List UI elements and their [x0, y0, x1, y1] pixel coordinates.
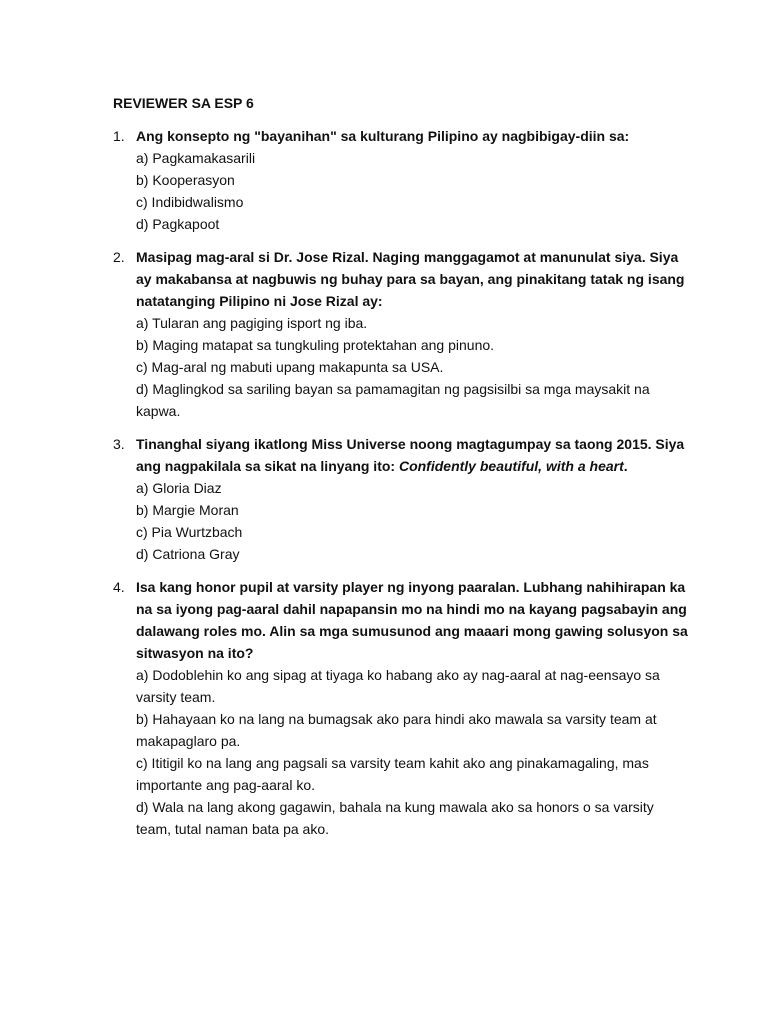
- question-text-wrapper: [136, 433, 688, 477]
- question-text: Ang konsepto ng "bayanihan" sa kulturang Pilipino ay nagbibigay-diin sa:: [136, 128, 630, 144]
- question-1: [113, 125, 688, 235]
- answer-option: b) Maging matapat sa tungkuling protektahan ang pinuno.: [136, 337, 495, 353]
- question-2: [113, 246, 688, 422]
- question-text: Tinanghal siyang ikatlong Miss Universe noong magtagumpay sa taong 2015. Siya ang nagpakilala sa sikat na linyang ito:: [136, 436, 685, 474]
- answer-option: d) Wala na lang akong gagawin, bahala na kung mawala ako sa honors o sa varsity team, tutal naman bata pa ako.: [136, 799, 654, 837]
- question-number: 2.: [113, 249, 125, 265]
- answer-option: a) Gloria Diaz: [136, 480, 222, 496]
- quoted-line: Confidently beautiful, with a heart: [398, 458, 624, 474]
- answer-option: c) Mag-aral ng mabuti upang makapunta sa USA.: [136, 359, 444, 375]
- question-text: Isa kang honor pupil at varsity player ng inyong paaralan. Lubhang nahihirapan ka na sa iyong pag-aaral dahil napapansin mo na hindi mo na kayang pagsabayin ang dalawang roles mo. Alin sa mga sumusunod ang maaari mong gawing solusyon sa sitwasyon na ito?: [136, 579, 688, 661]
- answer-option: d) Maglingkod sa sariling bayan sa pamamagitan ng pagsisilbi sa mga maysakit na kapwa.: [136, 381, 650, 419]
- answer-option: a) Pagkamakasarili: [136, 150, 256, 166]
- answer-option: d) Catriona Gray: [136, 546, 240, 562]
- answer-option: b) Margie Moran: [136, 502, 239, 518]
- answer-option: a) Dodoblehin ko ang sipag at tiyaga ko habang ako ay nag-aaral at nag-eensayo sa varsity team.: [136, 667, 660, 705]
- page-title: REVIEWER SA ESP 6: [113, 95, 254, 111]
- question-text-end: .: [623, 458, 628, 474]
- answer-option: c) Pia Wurtzbach: [136, 524, 243, 540]
- answer-option: c) Ititigil ko na lang ang pagsali sa varsity team kahit ako ang pinakamagaling, mas importante ang pag-aaral ko.: [136, 755, 649, 793]
- question-3: [113, 433, 688, 565]
- answer-option: b) Kooperasyon: [136, 172, 235, 188]
- question-4: [113, 576, 688, 840]
- answer-option: d) Pagkapoot: [136, 216, 220, 232]
- question-text: Masipag mag-aral si Dr. Jose Rizal. Naging manggagamot at manunulat siya. Siya ay makabansa at nagbuwis ng buhay para sa bayan, ang pinakitang tatak ng isang natatanging Pilipino ni Jose Rizal ay:: [136, 249, 685, 309]
- answer-option: c) Indibidwalismo: [136, 194, 244, 210]
- answer-option: b) Hahayaan ko na lang na bumagsak ako para hindi ako mawala sa varsity team at makapaglaro pa.: [136, 711, 657, 749]
- question-number: 1.: [113, 128, 125, 144]
- question-number: 3.: [113, 436, 125, 452]
- question-number: 4.: [113, 579, 125, 595]
- answer-option: a) Tularan ang pagiging isport ng iba.: [136, 315, 368, 331]
